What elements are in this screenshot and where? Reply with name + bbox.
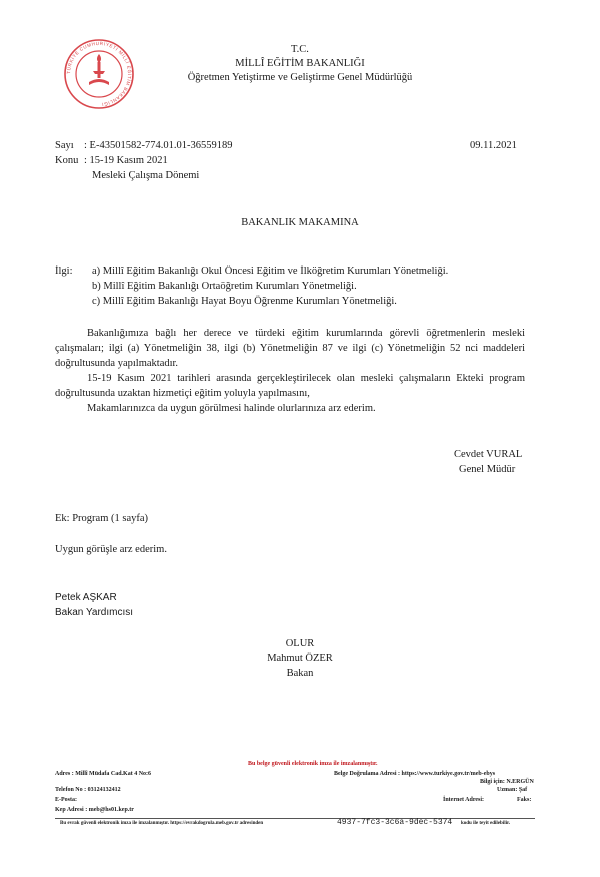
deputy-title: Bakan Yardımcısı — [55, 607, 133, 618]
ilgi-item-b: b) Millî Eğitim Bakanlığı Ortaöğretim Kurumları Yönetmeliği. — [92, 281, 357, 292]
signer-name: Cevdet VURAL — [454, 449, 523, 460]
body-paragraph-1: Bakanlığımıza bağlı her derece ve türdeki eğitim kurumlarında görevli öğretmenlerin mesleki çalışmaları; ilgi (a) Yönetmeliğin 38, ilgi (b) Yönetmeliğin 87 ve ilgi (c) Yönetmeliğin 52 nci maddeleri doğrultusunda yapılmaktadır. — [55, 328, 525, 369]
olur-name: Mahmut ÖZER — [267, 653, 333, 664]
konu-value: : 15-19 Kasım 2021 — [84, 155, 168, 166]
footer-verify-address: Belge Doğrulama Adresi : https://www.turkiye.gov.tr/meb-ebys — [334, 771, 496, 777]
signer-title: Genel Müdür — [459, 464, 516, 475]
footer-address: Adres : Millî Müdafa Cad.Kat 4 No:6 — [55, 771, 152, 777]
footer-phone: Telefon No : 03124132412 — [55, 787, 121, 793]
header-directorate: Öğretmen Yetiştirme ve Geliştirme Genel Müdürlüğü — [187, 72, 413, 83]
sayi-label: Sayı — [55, 140, 74, 151]
ilgi-item-a: a) Millî Eğitim Bakanlığı Okul Öncesi Eğitim ve İlköğretim Kurumları Yönetmeliği. — [92, 266, 449, 277]
addressee: BAKANLIK MAKAMINA — [241, 217, 359, 228]
esign-notice: Bu belge güvenli elektronik imza ile imzalanmıştır. — [248, 761, 378, 767]
konu-label: Konu — [55, 155, 79, 166]
footer-expert: Uzman: Şaf — [497, 787, 528, 793]
header-ministry: MİLLÎ EĞİTİM BAKANLIĞI — [235, 58, 365, 69]
body-paragraph-2: 15-19 Kasım 2021 tarihleri arasında gerçekleştirilecek olan mesleki çalışmaların Ekteki program doğrultusunda uzaktan hizmetiçi eğitim yoluyla yapılmasını, — [55, 373, 525, 399]
footer-divider — [55, 818, 535, 819]
footer-verify-code: 4937-7fc3-3c6a-9dec-5374 — [337, 818, 453, 827]
olur-title: Bakan — [286, 668, 314, 679]
approval-note: Uygun görüşle arz ederim. — [55, 544, 167, 555]
sayi-value: : E-43501582-774.01.01-36559189 — [84, 140, 233, 151]
seal-ring-text: TÜRKİYE CUMHURİYETİ MİLLÎ EĞİTİM BAKANLIĞI — [65, 40, 133, 107]
footer-info-person: Bilgi için: N.ERGÜN — [480, 779, 534, 785]
olur-label: OLUR — [285, 638, 315, 649]
ilgi-item-c: c) Millî Eğitim Bakanlığı Hayat Boyu Öğrenme Kurumları Yönetmeliği. — [92, 296, 397, 307]
ilgi-label: İlgi: — [55, 266, 73, 277]
konu-line2: Mesleki Çalışma Dönemi — [92, 170, 200, 181]
footer-bottom-suffix: kodu ile teyit edilebilir. — [461, 821, 510, 826]
attachment-note: Ek: Program (1 sayfa) — [55, 513, 149, 524]
header-tc: T.C. — [291, 44, 309, 55]
footer-kep: Kep Adresi : meb@hs01.kep.tr — [55, 807, 134, 813]
footer-internet: İnternet Adresi: — [443, 797, 485, 803]
footer-bottom-prefix: Bu evrak güvenli elektronik imza ile imzalanmıştır. https://evrakdogrula.meb.gov.tr adresinden — [60, 821, 264, 826]
deputy-name: Petek AŞKAR — [55, 592, 117, 603]
footer-fax: Faks: — [517, 797, 532, 803]
document-date: 09.11.2021 — [470, 140, 517, 151]
body-paragraph-3: Makamlarınızca da uygun görülmesi halinde olurlarınıza arz ederim. — [87, 403, 376, 414]
footer-eposta: E-Posta: — [55, 797, 77, 803]
